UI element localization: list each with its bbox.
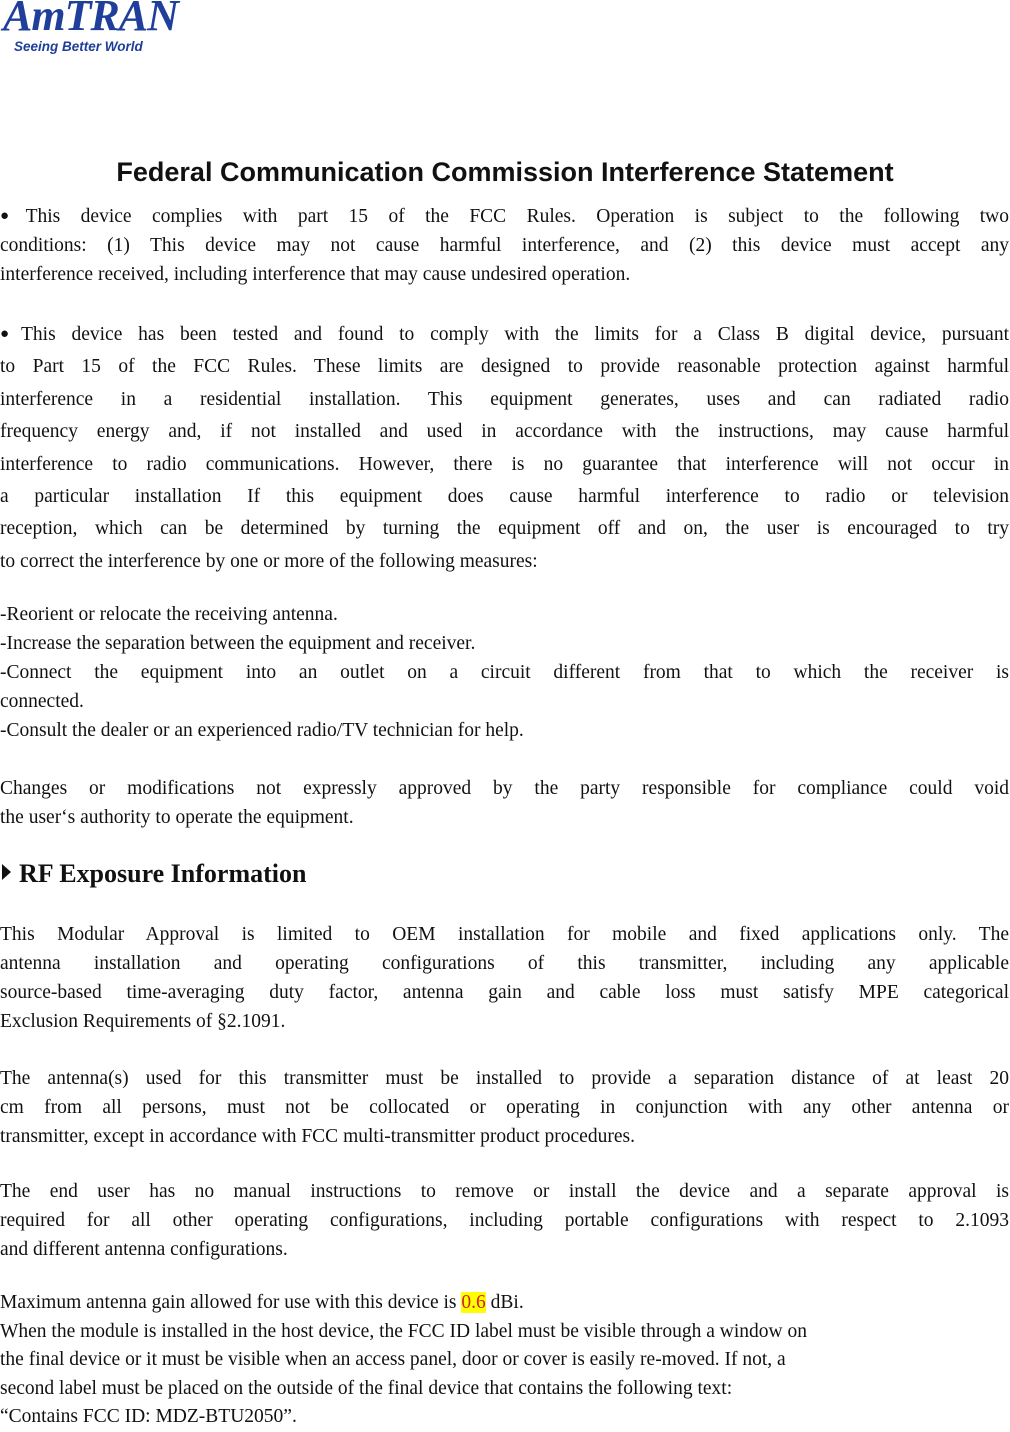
logo-wordmark: AmTRAN <box>3 0 178 40</box>
list-item: connected. <box>0 691 84 712</box>
rf-exposure-heading: RF Exposure Information <box>2 857 306 891</box>
paragraph-line: antenna installation and operating configurations of this transmitter, including any applicable <box>0 953 1009 974</box>
paragraph-line: required for all other operating configurations, including portable configurations with respect to 2.1093 <box>0 1210 1009 1231</box>
paragraph-line: interference to radio communications. However, there is no guarantee that interference will not occur in <box>0 453 1009 475</box>
paragraph-line: the user‘s authority to operate the equipment. <box>0 807 354 828</box>
changes-paragraph <box>0 774 1009 832</box>
bullet-icon: ● <box>0 208 25 224</box>
paragraph-line: to correct the interference by one or more of the following measures: <box>0 550 538 572</box>
paragraph-line: cm from all persons, must not be collocated or operating in conjunction with any other antenna or <box>0 1097 1009 1118</box>
paragraph-line: When the module is installed in the host device, the FCC ID label must be visible through a window on <box>0 1320 807 1342</box>
paragraph-line: ●This device has been tested and found to comply with the limits for a Class B digital device, pursuant <box>0 324 1009 345</box>
list-item: -Consult the dealer or an experienced radio/TV technician for help. <box>0 720 524 741</box>
gain-value-highlight: 0.6 <box>461 1292 486 1313</box>
paragraph-line: a particular installation If this equipment does cause harmful interference to radio or television <box>0 486 1009 508</box>
antenna-gain-line: Maximum antenna gain allowed for use with this device is 0.6 dBi. <box>0 1292 524 1313</box>
paragraph-line: interference in a residential installation. This equipment generates, uses and can radiated radio <box>0 388 1009 410</box>
paragraph-line: the final device or it must be visible when an access panel, door or cover is easily re-moved. If not, a <box>0 1349 786 1370</box>
fcc-compliance-paragraph <box>0 202 1009 289</box>
page-title: Federal Communication Commission Interference Statement <box>116 157 894 187</box>
paragraph-line: interference received, including interference that may cause undesired operation. <box>0 264 631 285</box>
paragraph-line: The antenna(s) used for this transmitter must be installed to provide a separation distance of at least 20 <box>0 1068 1009 1089</box>
list-item: -Reorient or relocate the receiving antenna. <box>0 604 338 625</box>
triangle-bullet-icon <box>2 864 11 880</box>
measures-list <box>0 600 1009 745</box>
paragraph-line: frequency energy and, if not installed and used in accordance with the instructions, may cause harmful <box>0 421 1009 443</box>
list-item: -Connect the equipment into an outlet on a circuit different from that to which the receiver is <box>0 662 1009 683</box>
company-logo <box>2 0 217 66</box>
paragraph-line: Changes or modifications not expressly approved by the party responsible for compliance could void <box>0 778 1009 799</box>
end-user-paragraph <box>0 1177 1009 1264</box>
list-item: -Increase the separation between the equipment and receiver. <box>0 633 476 654</box>
modular-approval-paragraph <box>0 920 1009 1036</box>
paragraph-line: Exclusion Requirements of §2.1091. <box>0 1011 286 1032</box>
bullet-icon: ● <box>0 326 20 342</box>
paragraph-line: to Part 15 of the FCC Rules. These limits are designed to provide reasonable protection against harmful <box>0 356 1009 378</box>
paragraph-line: The end user has no manual instructions to remove or install the device and a separate approval is <box>0 1181 1009 1202</box>
paragraph-line: and different antenna configurations. <box>0 1239 288 1260</box>
paragraph-line: ●This device complies with part 15 of the FCC Rules. Operation is subject to the following two <box>0 206 1009 227</box>
separation-distance-paragraph <box>0 1064 1009 1151</box>
antenna-gain-paragraph <box>0 1289 1009 1432</box>
logo-tagline: Seeing Better World <box>14 39 143 54</box>
fcc-id-text: “Contains FCC ID: MDZ-BTU2050”. <box>0 1406 297 1427</box>
class-b-paragraph <box>0 318 1009 578</box>
paragraph-line: second label must be placed on the outside of the final device that contains the following text: <box>0 1377 733 1399</box>
paragraph-line: reception, which can be determined by turning the equipment off and on, the user is encouraged to try <box>0 518 1009 540</box>
paragraph-line: This Modular Approval is limited to OEM installation for mobile and fixed applications only. The <box>0 924 1009 945</box>
paragraph-line: conditions: (1) This device may not cause harmful interference, and (2) this device must accept any <box>0 235 1009 256</box>
paragraph-line: transmitter, except in accordance with FCC multi-transmitter product procedures. <box>0 1126 635 1147</box>
paragraph-line: source-based time-averaging duty factor, antenna gain and cable loss must satisfy MPE categorical <box>0 982 1009 1003</box>
